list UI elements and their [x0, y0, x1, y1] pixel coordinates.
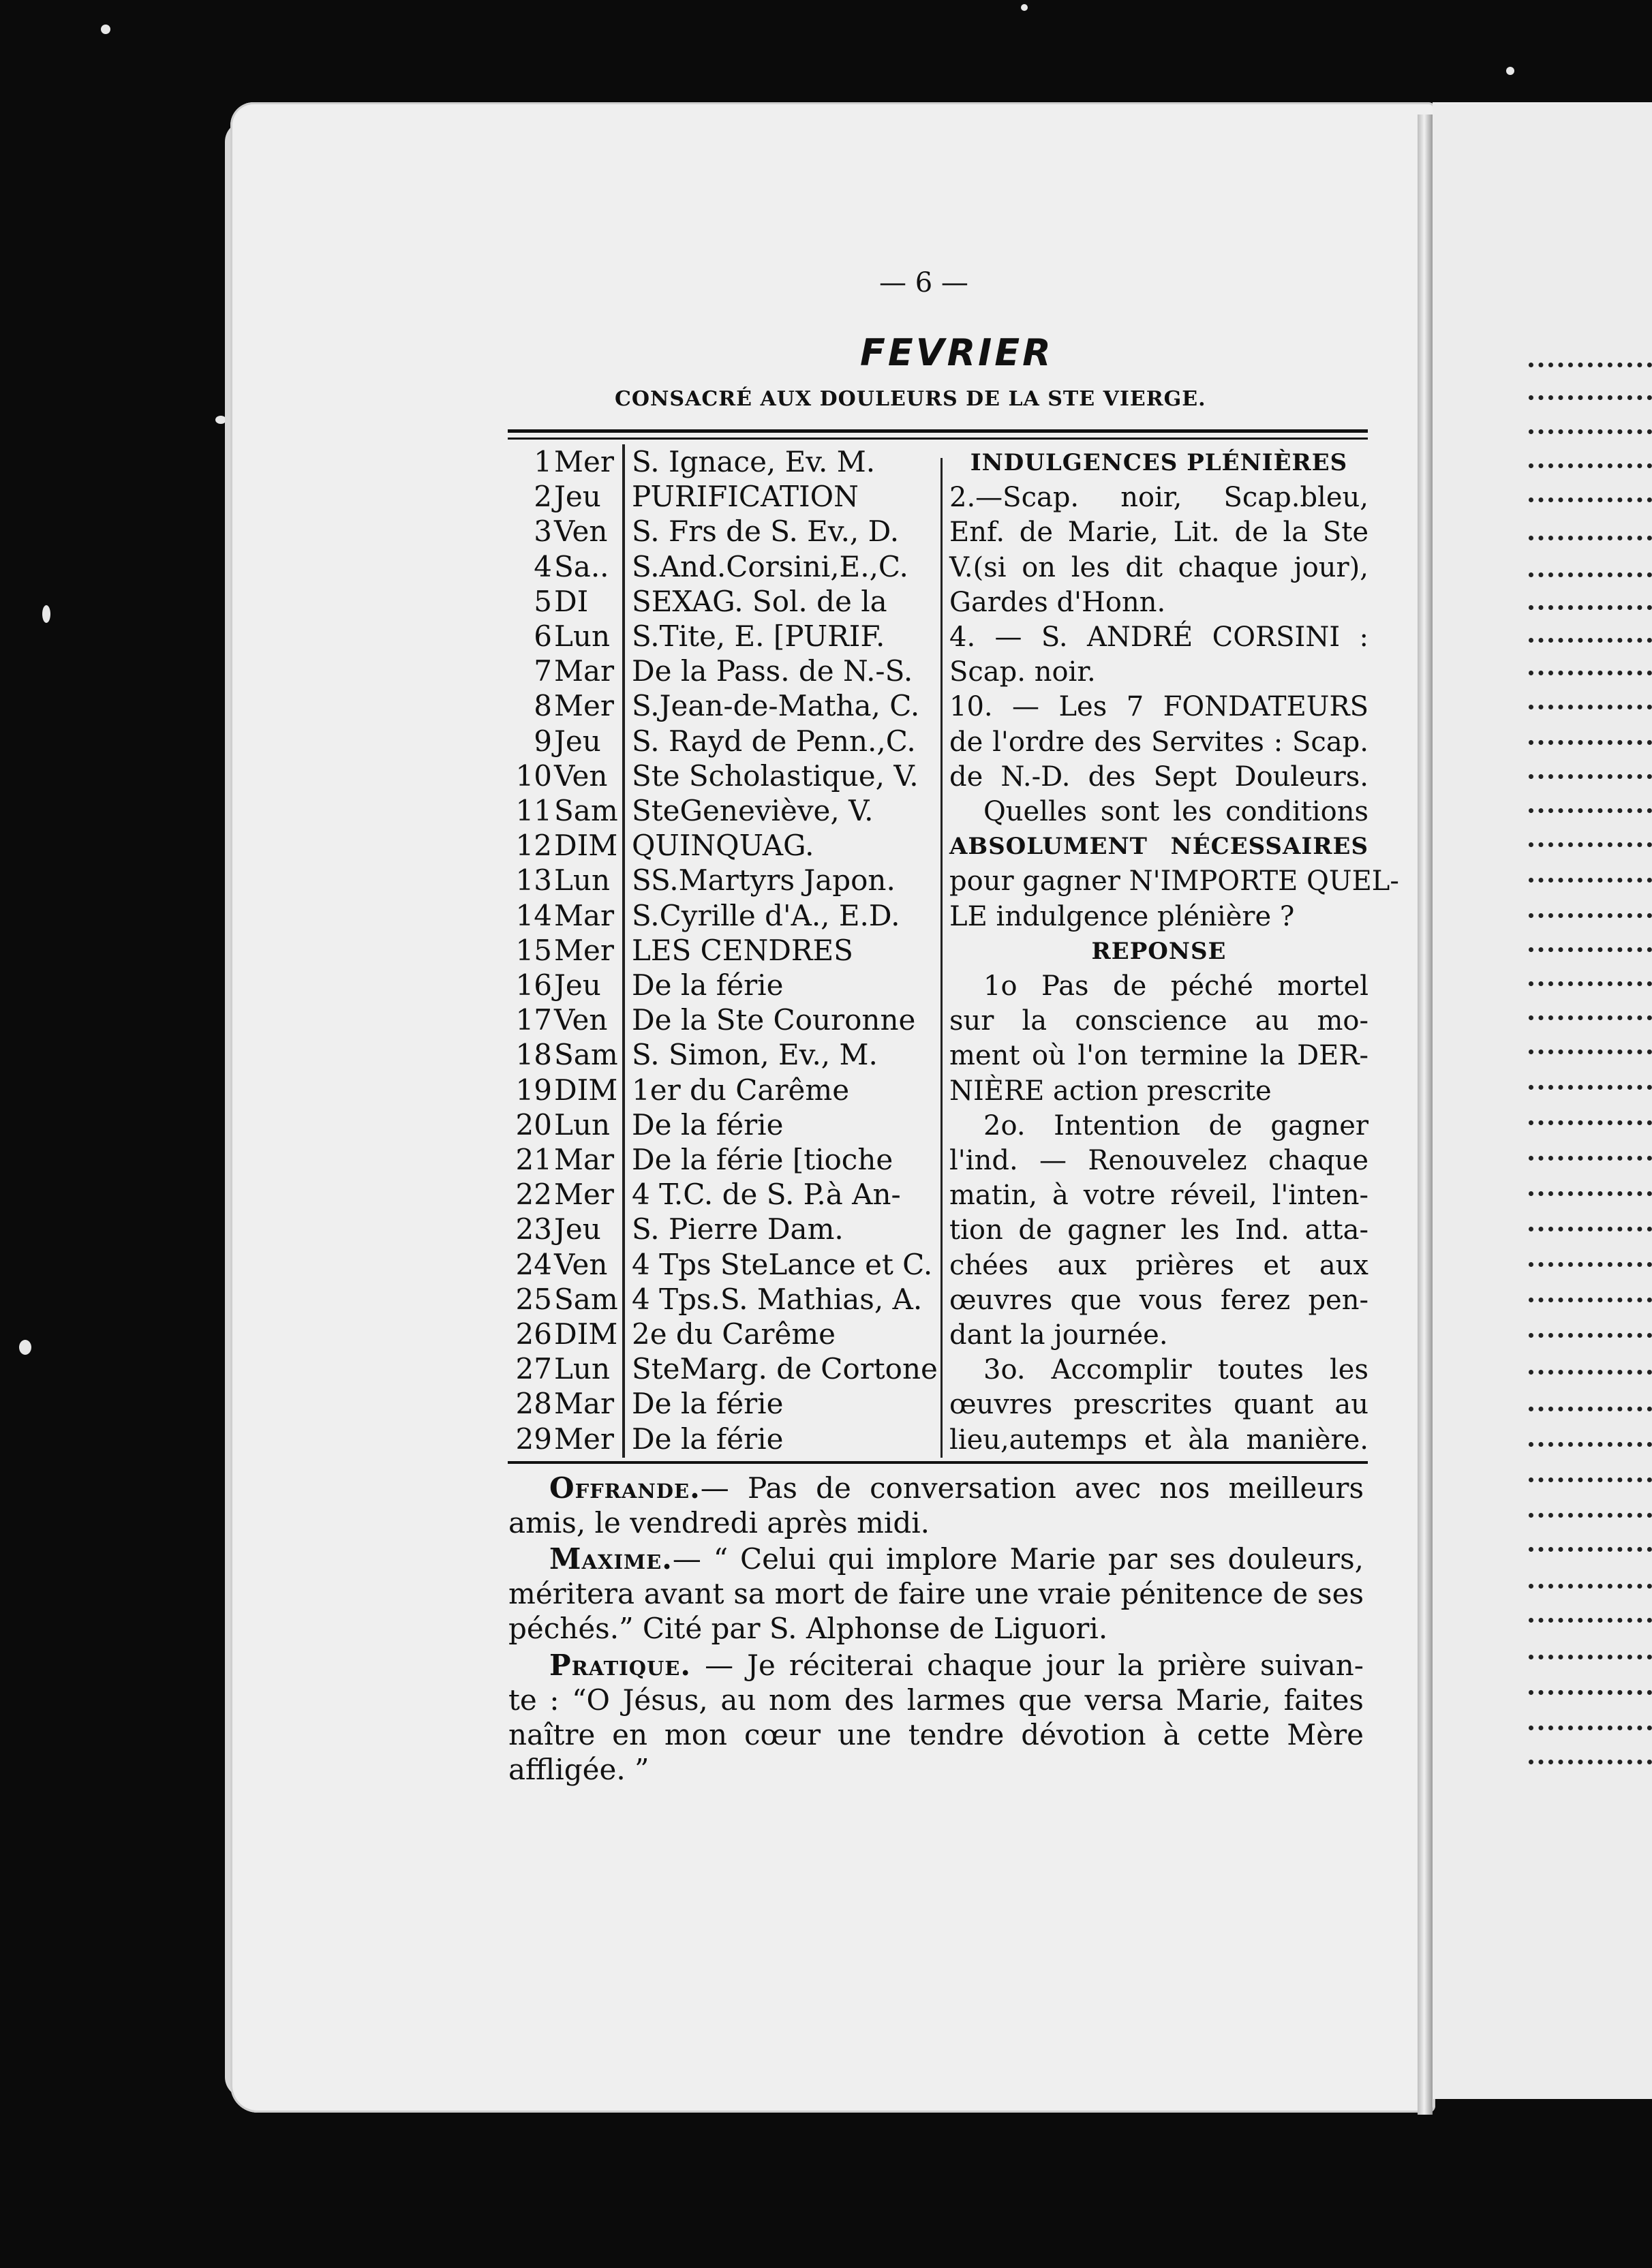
saint-of-day: LES CENDRES — [632, 933, 853, 967]
note-line: œuvres que vous ferez pen- — [949, 1284, 1368, 1316]
calendar-row — [508, 619, 937, 654]
calendar-row — [508, 1142, 937, 1177]
day-number: 28 — [515, 1387, 552, 1421]
weekday: DI — [554, 584, 589, 618]
maxime-line: péchés.” Cité par S. Alphonse de Liguori. — [508, 1612, 1108, 1645]
column-separator — [940, 458, 943, 1458]
note-line: NIÈRE action prescrite — [949, 1075, 1272, 1107]
saint-of-day: 2e du Carême — [632, 1317, 836, 1351]
weekday: Ven — [554, 758, 608, 793]
dotted-line — [1529, 878, 1652, 883]
day-number: 21 — [515, 1143, 552, 1176]
saint-of-day: De la férie — [632, 968, 784, 1002]
maxime-paragraph — [508, 1542, 1364, 1646]
dotted-line — [1529, 1407, 1652, 1411]
day-number: 12 — [515, 829, 552, 863]
day-number: 24 — [515, 1247, 552, 1281]
dotted-line — [1529, 463, 1652, 468]
dotted-line — [1529, 1726, 1652, 1730]
note-line: INDULGENCES PLÉNIÈRES — [970, 449, 1348, 476]
weekday: Ven — [554, 515, 608, 549]
calendar-row — [508, 479, 937, 514]
weekday: Mer — [554, 1178, 614, 1212]
scan-speck — [19, 1340, 31, 1355]
pratique-line: te : “O Jésus, au nom des larmes que versa Marie, faites — [508, 1683, 1364, 1717]
dotted-line — [1529, 1655, 1652, 1659]
weekday: Mer — [554, 933, 614, 967]
dotted-line — [1529, 1690, 1652, 1695]
note-line: Quelles sont les conditions — [983, 796, 1368, 827]
weekday: Mar — [554, 1143, 615, 1176]
calendar-row — [508, 1386, 937, 1421]
calendar-row — [508, 1002, 937, 1037]
dotted-line — [1529, 774, 1652, 779]
saint-of-day: QUINQUAG. — [632, 829, 814, 863]
scan-speck — [1506, 67, 1514, 75]
saint-of-day: S.Cyrille d'A., E.D. — [632, 898, 900, 932]
calendar-row — [508, 654, 937, 688]
calendar-row — [508, 444, 937, 479]
calendar-row — [508, 933, 937, 968]
scan-speck — [101, 25, 110, 34]
note-line: pour gagner N'IMPORTE QUEL- — [949, 865, 1399, 898]
maxime-text: — “ Celui qui implore Marie par ses douleurs, — [672, 1542, 1364, 1576]
dotted-line — [1529, 740, 1652, 745]
weekday: Ven — [554, 1003, 608, 1037]
note-line: de l'ordre des Servites : Scap. — [949, 726, 1368, 758]
day-number: 2 — [534, 480, 552, 514]
dotted-line — [1529, 842, 1652, 847]
scan-speck — [1021, 4, 1028, 11]
day-number: 1 — [534, 445, 552, 478]
saint-of-day: S.Jean-de-Matha, C. — [632, 689, 920, 723]
weekday: Lun — [554, 1352, 610, 1386]
weekday: Sam — [554, 1038, 618, 1072]
saint-of-day: 4 Tps SteLance et C. — [632, 1247, 933, 1281]
saint-of-day: S.And.Corsini,E.,C. — [632, 549, 908, 583]
saint-of-day: De la férie — [632, 1422, 784, 1456]
calendar-row — [508, 793, 937, 828]
day-number: 19 — [515, 1073, 552, 1107]
pratique-text: — Je réciterai chaque jour la prière suivan- — [691, 1649, 1364, 1682]
note-line: Enf. de Marie, Lit. de la Ste — [949, 517, 1368, 549]
day-number: 13 — [515, 863, 552, 898]
maxime-line: méritera avant sa mort de faire une vraie pénitence de ses — [508, 1577, 1364, 1610]
book-fold — [1418, 114, 1433, 2115]
dotted-line — [1529, 1085, 1652, 1090]
dotted-line — [1529, 395, 1652, 400]
calendar-row — [508, 1073, 937, 1107]
top-double-rule — [508, 429, 1368, 433]
maxime-label: Maxime. — [549, 1542, 673, 1576]
calendar-row — [508, 514, 937, 549]
pratique-line: naître en mon cœur une tendre dévotion à cette Mère — [508, 1718, 1364, 1751]
pratique-label: Pratique. — [549, 1649, 692, 1682]
dotted-line — [1529, 1120, 1652, 1125]
dotted-line — [1529, 705, 1652, 709]
saint-of-day: SS.Martyrs Japon. — [632, 863, 896, 898]
calendar-row — [508, 1037, 937, 1072]
dotted-line — [1529, 913, 1652, 918]
day-number: 17 — [515, 1003, 552, 1037]
top-double-rule — [508, 438, 1368, 440]
calendar-row — [508, 898, 937, 933]
note-line: de N.-D. des Sept Douleurs. — [949, 761, 1368, 793]
saint-of-day: 4 T.C. de S. P.à An- — [632, 1178, 901, 1212]
note-line: 3o. Accomplir toutes les — [983, 1354, 1368, 1386]
note-line: 4. — S. ANDRÉ CORSINI : — [949, 622, 1368, 653]
calendar-row — [508, 584, 937, 619]
day-number: 11 — [515, 794, 552, 827]
weekday: Jeu — [554, 968, 601, 1002]
day-number: 4 — [534, 549, 552, 583]
note-line: matin, à votre réveil, l'inten- — [949, 1180, 1368, 1212]
weekday: Ven — [554, 1247, 608, 1281]
saint-of-day: SEXAG. Sol. de la — [632, 584, 887, 618]
saint-of-day: De la Ste Couronne — [632, 1003, 916, 1037]
day-number: 7 — [534, 654, 552, 688]
day-number: 16 — [515, 968, 552, 1002]
note-line: Gardes d'Honn. — [949, 586, 1166, 618]
day-number: 18 — [515, 1038, 552, 1072]
day-number: 22 — [515, 1178, 552, 1212]
saint-of-day: S.Tite, E. [PURIF. — [632, 619, 885, 653]
dotted-line — [1529, 1584, 1652, 1589]
calendar-row — [508, 1107, 937, 1142]
facing-page — [1433, 102, 1652, 2099]
calendar-row — [508, 1422, 937, 1456]
calendar-row — [508, 1317, 937, 1351]
day-number: 14 — [515, 898, 552, 932]
saint-of-day: S. Frs de S. Ev., D. — [632, 515, 900, 549]
weekday: Sa.. — [554, 549, 609, 583]
dotted-line — [1529, 1760, 1652, 1764]
dotted-line — [1529, 1547, 1652, 1552]
calendar-row — [508, 863, 937, 898]
calendar-row — [508, 724, 937, 758]
dotted-line — [1529, 1262, 1652, 1267]
day-number: 29 — [515, 1422, 552, 1456]
saint-of-day: S. Pierre Dam. — [632, 1212, 844, 1246]
saint-of-day: 4 Tps.S. Mathias, A. — [632, 1282, 923, 1316]
weekday: Sam — [554, 794, 618, 827]
weekday: DIM — [554, 1317, 618, 1351]
month-title: FEVRIER — [860, 331, 1054, 374]
saint-of-day: 1er du Carême — [632, 1073, 850, 1107]
dotted-line — [1529, 1618, 1652, 1623]
day-number: 27 — [515, 1352, 552, 1386]
dotted-line — [1529, 363, 1652, 367]
offrande-text: — Pas de conversation avec nos meilleurs — [700, 1471, 1364, 1505]
dotted-line — [1529, 1513, 1652, 1518]
bottom-rule — [508, 1461, 1368, 1464]
month-subtitle: CONSACRÉ AUX DOULEURS DE LA STE VIERGE. — [615, 387, 1206, 411]
note-line: ABSOLUMENT NÉCESSAIRES — [949, 833, 1368, 861]
dotted-line — [1529, 1015, 1652, 1020]
weekday: Lun — [554, 1107, 610, 1141]
offrande-line: amis, le vendredi après midi. — [508, 1506, 930, 1539]
saint-of-day: De la férie — [632, 1107, 784, 1141]
dotted-line — [1529, 572, 1652, 577]
saint-of-day: S. Rayd de Penn.,C. — [632, 724, 916, 758]
dotted-line — [1529, 429, 1652, 434]
note-line: Scap. noir. — [949, 656, 1096, 688]
weekday: Mer — [554, 1422, 614, 1456]
weekday: Jeu — [554, 480, 601, 514]
dotted-line — [1529, 605, 1652, 610]
note-line: LE indulgence plénière ? — [949, 900, 1295, 932]
pratique-paragraph — [508, 1648, 1364, 1787]
note-line: 2.—Scap. noir, Scap.bleu, — [949, 482, 1368, 514]
dotted-line — [1529, 947, 1652, 952]
day-number: 9 — [534, 724, 552, 758]
weekday: Mer — [554, 689, 614, 723]
saint-of-day: De la férie [tioche — [632, 1143, 893, 1176]
day-number: 26 — [515, 1317, 552, 1351]
note-line: 1o Pas de péché mortel — [983, 970, 1368, 1002]
note-line: lieu,autemps et àla manière. — [949, 1424, 1368, 1456]
dotted-line — [1529, 497, 1652, 502]
day-number: 6 — [534, 619, 552, 653]
saint-of-day: Ste Scholastique, V. — [632, 758, 919, 793]
day-number: 10 — [515, 758, 552, 793]
day-number: 8 — [534, 689, 552, 723]
note-line: œuvres prescrites quant au — [949, 1389, 1368, 1421]
calendar-row — [508, 968, 937, 1002]
calendar-row — [508, 1212, 937, 1246]
weekday: Mar — [554, 898, 615, 932]
saint-of-day: De la Pass. de N.-S. — [632, 654, 913, 688]
day-number: 25 — [515, 1282, 552, 1316]
day-number: 23 — [515, 1212, 552, 1246]
calendar-row — [508, 1247, 937, 1282]
offrande-paragraph — [508, 1471, 1364, 1540]
weekday: Sam — [554, 1282, 618, 1316]
dotted-line — [1529, 1227, 1652, 1231]
note-line: REPONSE — [1091, 937, 1227, 965]
page-number: — 6 — — [879, 267, 968, 298]
note-line: sur la conscience au mo- — [949, 1005, 1368, 1037]
dotted-line — [1529, 671, 1652, 675]
saint-of-day: De la férie — [632, 1387, 784, 1421]
day-number: 5 — [534, 584, 552, 618]
weekday: Mer — [554, 445, 614, 478]
dotted-line — [1529, 1442, 1652, 1447]
weekday: Lun — [554, 619, 610, 653]
dotted-line — [1529, 1298, 1652, 1302]
maxime-line — [508, 1542, 1364, 1576]
dotted-line — [1529, 808, 1652, 813]
weekday: Jeu — [554, 1212, 601, 1246]
dotted-line — [1529, 1191, 1652, 1196]
calendar-row — [508, 688, 937, 723]
note-line: V.(si on les dit chaque jour), — [949, 551, 1368, 583]
note-line: dant la journée. — [949, 1319, 1168, 1351]
dotted-line — [1529, 536, 1652, 540]
offrande-line — [508, 1471, 1364, 1505]
dotted-line — [1529, 638, 1652, 643]
dotted-line — [1529, 1156, 1652, 1161]
calendar-row — [508, 1282, 937, 1317]
calendar-row — [508, 828, 937, 863]
pratique-line: affligée. ” — [508, 1753, 649, 1786]
weekday: DIM — [554, 829, 618, 863]
calendar-row — [508, 1177, 937, 1212]
dotted-line — [1529, 981, 1652, 986]
dotted-line — [1529, 1477, 1652, 1482]
note-line: 10. — Les 7 FONDATEURS — [949, 691, 1368, 723]
dotted-line — [1529, 1333, 1652, 1338]
calendar-row — [508, 549, 937, 584]
weekday: Mar — [554, 654, 615, 688]
day-number: 3 — [534, 515, 552, 549]
calendar-row — [508, 758, 937, 793]
note-line: 2o. Intention de gagner — [983, 1109, 1368, 1141]
note-line: ment où l'on termine la DER- — [949, 1040, 1368, 1072]
saint-of-day: PURIFICATION — [632, 480, 859, 514]
scan-speck — [42, 605, 50, 623]
note-line: l'ind. — Renouvelez chaque — [949, 1145, 1368, 1176]
note-line: tion de gagner les Ind. atta- — [949, 1214, 1368, 1246]
offrande-label: Offrande. — [549, 1471, 701, 1505]
dotted-line — [1529, 1049, 1652, 1054]
saint-of-day: S. Ignace, Ev. M. — [632, 445, 876, 478]
pratique-line — [508, 1648, 1364, 1683]
note-line: chées aux prières et aux — [949, 1249, 1368, 1281]
day-number: 15 — [515, 933, 552, 967]
saint-of-day: S. Simon, Ev., M. — [632, 1038, 878, 1072]
calendar-row — [508, 1351, 937, 1386]
saint-of-day: SteMarg. de Cortone — [632, 1352, 938, 1386]
weekday: Mar — [554, 1387, 615, 1421]
weekday: DIM — [554, 1073, 618, 1107]
weekday: Jeu — [554, 724, 601, 758]
day-number: 20 — [515, 1107, 552, 1141]
dotted-line — [1529, 1370, 1652, 1375]
saint-of-day: SteGeneviève, V. — [632, 794, 874, 827]
weekday: Lun — [554, 863, 610, 898]
